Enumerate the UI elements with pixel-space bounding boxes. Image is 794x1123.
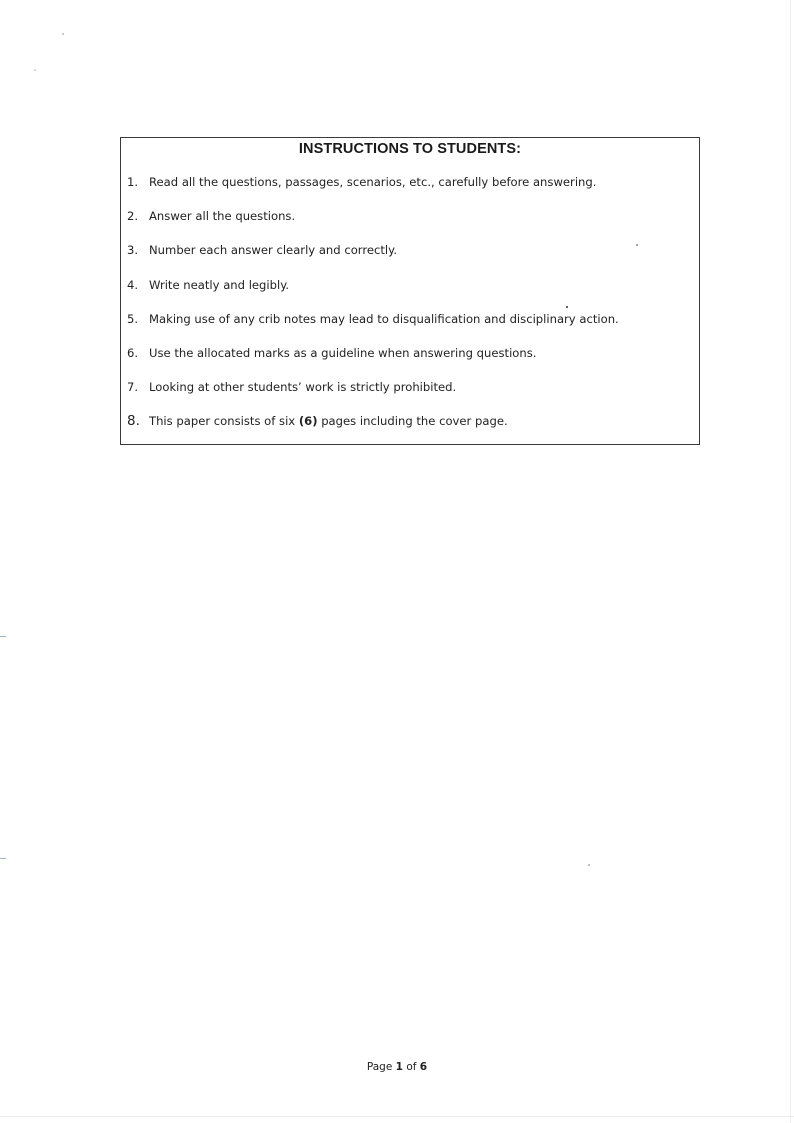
instructions-title: INSTRUCTIONS TO STUDENTS: [298, 141, 522, 157]
scan-mark [0, 858, 6, 859]
page-label: Page [366, 1061, 393, 1073]
instruction-number: 5. [127, 312, 139, 326]
instruction-number: 4. [127, 278, 139, 292]
scan-speck [34, 69, 36, 71]
instruction-item [127, 413, 508, 429]
instructions-box [120, 137, 700, 445]
page-number-footer [0, 1061, 794, 1073]
instruction-text: Number each answer clearly and correctly. [149, 243, 398, 257]
instruction-item [127, 380, 456, 394]
scan-speck [588, 864, 590, 866]
instruction-number: 3. [127, 243, 139, 257]
scan-edge-bottom [0, 1116, 794, 1117]
instruction-text: Making use of any crib notes may lead to disqualification and disciplinary action. [149, 312, 619, 326]
instruction-text: Answer all the questions. [149, 209, 296, 223]
instruction-number: 8. [127, 413, 140, 429]
instruction-number: 7. [127, 380, 139, 394]
instruction-text: This paper consists of six [149, 414, 299, 428]
instruction-item [127, 312, 619, 326]
instruction-number: 2. [127, 209, 139, 223]
instruction-number: 6. [127, 346, 139, 360]
scan-edge-right [790, 0, 791, 1123]
instruction-text: Read all the questions, passages, scenarios, etc., carefully before answering. [149, 175, 597, 189]
of-label: of [406, 1061, 417, 1073]
scan-speck [62, 33, 64, 35]
instruction-text: pages including the cover page. [317, 414, 508, 428]
instruction-text: Use the allocated marks as a guideline when answering questions. [149, 346, 537, 360]
total-pages-number: 6 [419, 1061, 428, 1073]
instruction-item [127, 278, 289, 292]
instruction-item [127, 243, 397, 257]
instruction-text: Write neatly and legibly. [149, 278, 290, 292]
scan-mark [0, 636, 6, 637]
page-count-emphasis: (6) [298, 414, 318, 428]
instruction-number: 1. [127, 175, 139, 189]
instruction-item [127, 209, 295, 223]
instruction-text: Looking at other students’ work is strictly prohibited. [149, 380, 457, 394]
instruction-item [127, 175, 596, 189]
instruction-item [127, 346, 536, 360]
current-page-number: 1 [395, 1061, 403, 1073]
